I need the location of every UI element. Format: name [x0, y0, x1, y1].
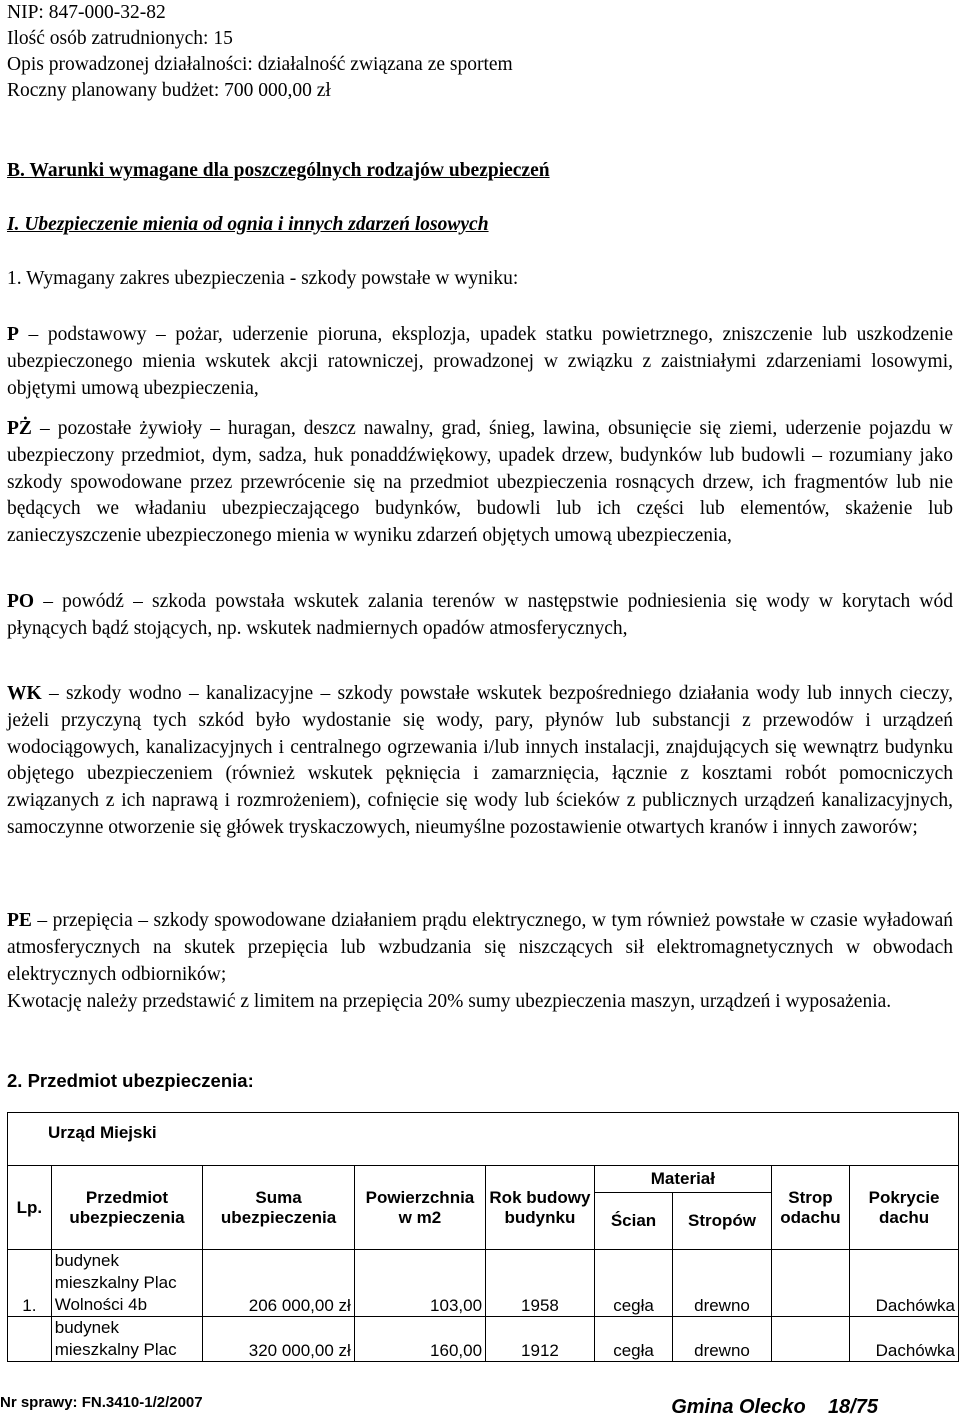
section-i-heading: I. Ubezpieczenie mienia od ognia i innych zdarzeń losowych: [7, 214, 489, 235]
budget-line: Roczny planowany budżet: 700 000,00 zł: [7, 80, 331, 101]
cell-year: 1912: [486, 1317, 595, 1362]
col-subject: Przedmiot ubezpieczenia: [51, 1166, 203, 1250]
col-roof-frame: Strop odachu: [771, 1166, 849, 1250]
risk-po-code: PO: [7, 591, 35, 612]
col-roofing: Pokrycie dachu: [850, 1166, 959, 1250]
page-number: 18/75: [827, 1396, 878, 1418]
risk-p-code: P: [7, 324, 19, 345]
cell-walls: cegła: [594, 1317, 672, 1362]
cell-area: 160,00: [354, 1317, 485, 1362]
col-lp: Lp.: [8, 1166, 52, 1250]
table-row: [8, 1317, 959, 1362]
activity-line: Opis prowadzonej działalności: działalność związana ze sportem: [7, 54, 513, 75]
risk-pz-text: – pozostałe żywioły – huragan, deszcz nawalny, grad, śnieg, lawina, obsunięcie się ziemi, uderzenie pojazdu w ubezpieczony przedmiot, dym, sadza, huk ponaddźwiękowy, upadek drzew, budynków lub budowli – rozumiany jako szkody spowodowane przez przewrócenie się na przedmiot ubezpieczenia rosnących drzew, ich fragmentów lub nie będących we władaniu ubezpieczającego budynków, budowli lub ich części lub elementów, skażenie lub zanieczyszczenie ubezpieczonego mienia w wyniku zdarzeń objętych umową ubezpieczenia,: [7, 418, 953, 547]
cell-ceilings: drewno: [673, 1250, 772, 1317]
risk-wk-paragraph: [7, 681, 953, 842]
table-row: [8, 1250, 959, 1317]
risk-pz-paragraph: [7, 416, 953, 550]
risk-po-text: – powódź – szkoda powstała wskutek zalania terenów w następstwie podniesienia się wody w korytach wód płynących bądź stojących, np. wskutek nadmiernych opadów atmosferycznych,: [7, 591, 953, 639]
risk-p-paragraph: [7, 322, 953, 402]
col-walls: Ścian: [594, 1193, 672, 1250]
risk-p-text: – podstawowy – pożar, uderzenie pioruna, eksplozja, upadek statku powietrznego, zniszczenie lub uszkodzenie ubezpieczonego mienia wskutek akcji ratowniczej, prowadzonej w związku z zaistniałymi zdarzeniami losowymi, objętymi umową ubezpieczenia,: [7, 324, 953, 399]
cell-sum: 320 000,00 zł: [203, 1317, 355, 1362]
col-area: Powierzchnia w m2: [354, 1166, 485, 1250]
risk-po-paragraph: [7, 589, 953, 643]
quote-note: Kwotację należy przedstawić z limitem na przepięcia 20% sumy ubezpieczenia maszyn, urządzeń i wyposażenia.: [7, 991, 892, 1012]
nip-line: NIP: 847-000-32-82: [7, 2, 166, 23]
cell-sum: 206 000,00 zł: [203, 1250, 355, 1317]
cell-area: 103,00: [354, 1250, 485, 1317]
cell-ceilings: drewno: [673, 1317, 772, 1362]
company-header: [7, 0, 513, 104]
col-material: Materiał: [594, 1166, 771, 1193]
cell-roof-frame: [771, 1250, 849, 1317]
cell-lp: 1.: [8, 1250, 52, 1317]
cell-roofing: Dachówka: [850, 1317, 959, 1362]
employees-line: Ilość osób zatrudnionych: 15: [7, 28, 233, 49]
risk-wk-code: WK: [7, 683, 42, 704]
risk-pz-code: PŻ: [7, 418, 32, 439]
cell-subject: budynek mieszkalny Plac: [51, 1317, 203, 1362]
risk-pe-code: PE: [7, 910, 32, 931]
cell-year: 1958: [486, 1250, 595, 1317]
gmina-name: Gmina Olecko: [671, 1396, 806, 1418]
required-scope-heading: 1. Wymagany zakres ubezpieczenia - szkody powstałe w wyniku:: [7, 268, 519, 289]
insured-property-table: [7, 1112, 959, 1362]
cell-lp: [8, 1317, 52, 1362]
col-sum: Suma ubezpieczenia: [203, 1166, 355, 1250]
risk-wk-text: – szkody wodno – kanalizacyjne – szkody powstałe wskutek bezpośredniego działania wody lub innych cieczy, jeżeli przyczyną tych szkód było wydostanie się wody, pary, płynów lub substancji z przewodów i urządzeń wodociągowych, kanalizacyjnych i centralnego ogrzewania i/lub innych instalacji, znajdujących się wewnątrz budynku objętego ubezpieczeniem (również wskutek pęknięcia i zamarznięcia, łącznie z kosztami robót pomocniczych związanych z ich naprawą i rozmrożeniem), cofnięcie się wody lub ścieków z publicznych urządzeń kanalizacyjnych, samoczynne otworzenie się główek tryskaczowych, nieumyślne pozostawienie otwartych kranów i innych zaworów;: [7, 683, 953, 838]
section-b-heading: B. Warunki wymagane dla poszczególnych rodzajów ubezpieczeń: [7, 160, 550, 181]
risk-pe-text: – przepięcia – szkody spowodowane działaniem prądu elektrycznego, w tym również powstałe w czasie wyładowań atmosferycznych na skutek przepięcia lub wzbudzania się niszczących sił elektromagnetycznych w obwodach elektrycznych odbiorników;: [7, 910, 953, 985]
case-number: Nr sprawy: FN.3410-1/2/2007: [0, 1394, 203, 1411]
col-ceilings: Stropów: [673, 1193, 772, 1250]
cell-subject: budynek mieszkalny Plac Wolności 4b: [51, 1250, 203, 1317]
col-year: Rok budowy budynku: [486, 1166, 595, 1250]
cell-walls: cegła: [594, 1250, 672, 1317]
cell-roof-frame: [771, 1317, 849, 1362]
page-footer: [671, 1396, 878, 1419]
insurance-subject-heading: 2. Przedmiot ubezpieczenia:: [7, 1070, 254, 1091]
risk-pe-paragraph: [7, 908, 953, 988]
cell-roofing: Dachówka: [850, 1250, 959, 1317]
table-owner: Urząd Miejski: [8, 1113, 959, 1166]
